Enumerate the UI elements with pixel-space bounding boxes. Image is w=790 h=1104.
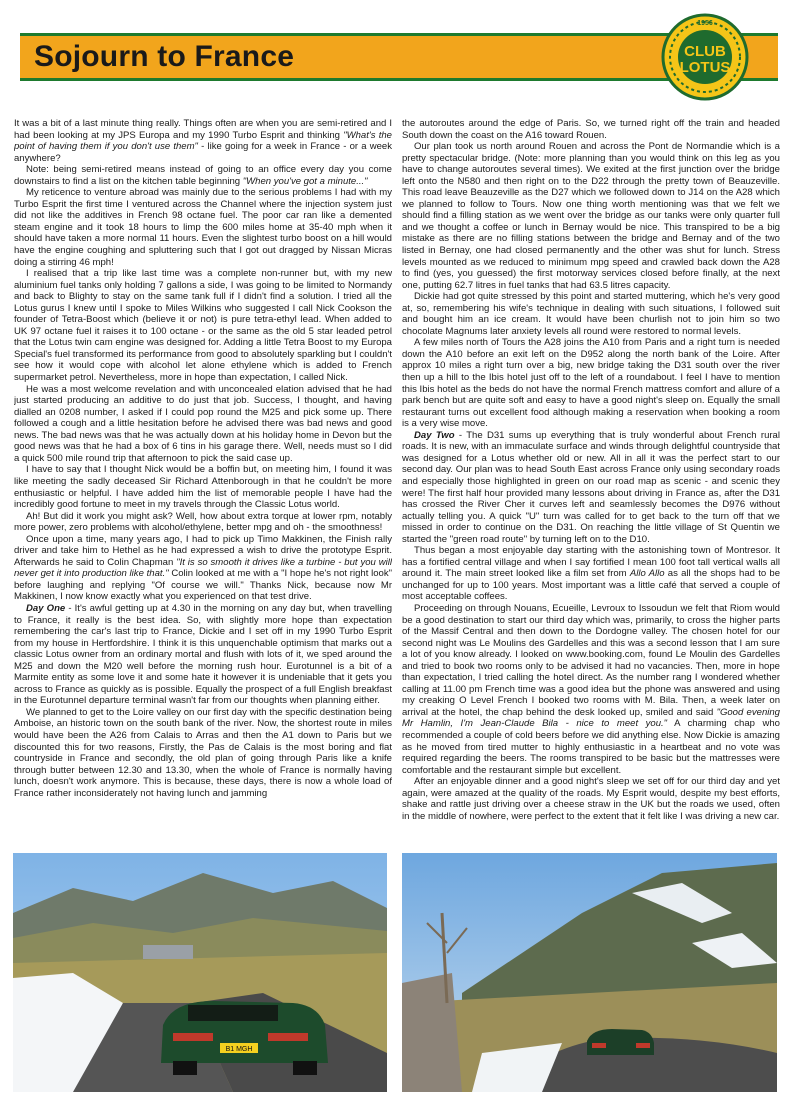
quote: "What's the point of having them if you don't use them" bbox=[14, 129, 392, 153]
article-paragraph: It was a bit of a last minute thing really. Things often are when you are semi-retired and I had been looking at my JPS Europa and my 1990 Turbo Esprit and thinking "What's the point of having them if you don't use them" - like going for a week in France - or a week anywhere? bbox=[14, 118, 392, 164]
article-paragraph: We planned to get to the Loire valley on our first day with the specific destination being Amboise, an historic town on the south bank of the river. Now, the shortest route in miles would have been the A26 from Calais to Arras and then the A1 down to Paris but we discounted this for two reasons, Firstly, the Pas de Calais is the most boring and flat countryside in France and secondly, the old plan of going through Paris like a knife through butter between 12.30 and 13.30, when the whole of France is normally having lunch, doesn't work anymore. This is because, these days, there is now a whole load of France rather inconsiderately not having lunch and jamming bbox=[14, 706, 392, 799]
article-paragraph: Our plan took us north around Rouen and across the Pont de Normandie which is a pretty spectacular bridge. (Note: more planning than you would think on this leg as you have to change autoroutes several times). We exited at the first junction over the bridge left onto the N580 and then right on to the D22 through the pretty town of Beauzeville. This road leave Beauzeville as the D27 which we followed down to J14 on the A28 which we planned to follow to Tours. Now one thing worth mentioning was that we felt we should find a filling station as we went over the bridge as our tanks were only quarter full and we thought a coffee or lunch in Bernay would be nice. This transpired to be a big mistake as there are no filling stations between the bridge and Bernay and of the two listed in Bernay, one had closed permanently and the other was shut for lunch. Stress levels mounted as we reduced to minimum mpg speed and crawled back down the A28 to find (yes, you guessed) the first motorway services closed before finally, at the next one, putting 62.7 litres in fuel tanks that had 63.5 litres capacity. bbox=[402, 141, 780, 291]
article-paragraph: the autoroutes around the edge of Paris. So, we turned right off the train and headed South down the coast on the A16 toward Rouen. bbox=[402, 118, 780, 141]
article-paragraph: Ah! But did it work you might ask? Well, how about extra torque at lower rpm, notably more power, zero problems with alcohol/ethylene, better mpg and oh - the smoothness! bbox=[14, 510, 392, 534]
logo-word-club: CLUB bbox=[684, 43, 726, 60]
article-paragraph: After an enjoyable dinner and a good night's sleep we set off for our third day and yet again, were amazed at the quality of the roads. My Esprit would, despite my best efforts, shake and rattle just driving over a cheese straw in the UK but the roads we used, often in the middle of nowhere, were perfect to the extent that it felt like I was driving a new car. bbox=[402, 776, 780, 822]
article-paragraph: Once upon a time, many years ago, I had to pick up Timo Makkinen, the Finish rally driver and take him to Hethel as he had expressed a wish to drive the prototype Esprit. Afterwards he said to Colin Chapman "It is so smooth it drives like a turbine - but you will never get it into production like that." Colin looked at me with a "I hope he's not right look" before laughing and replying "Of course we will." Thanks Nick, because now Mr Makkinen, I now know exactly what you experienced on that test drive. bbox=[14, 533, 392, 603]
page-title: Sojourn to France bbox=[34, 40, 295, 73]
quote: "Good evening Mr Hamlin, I'm Jean-Claude Bila - nice to meet you." bbox=[402, 706, 780, 730]
article-paragraph: Thus began a most enjoyable day starting with the astonishing town of Montresor. It has a fortified central village and when I say fortified I mean 100 foot tall vertical walls all around it. The main street looked like a film set from Allo Allo as all the shops had to be unchanged for up to 100 years. Most important was a little café that served a couple of most acceptable coffees. bbox=[402, 545, 780, 603]
article-paragraph: Dickie had got quite stressed by this point and started muttering, which he's very good at, so, remembering his wife's technique in dealing with such situations, I followed suit and bought him an ice cream. It would have been churlish not to join him so two chocolate Magnums later anxiety levels all round were restored to normal levels. bbox=[402, 291, 780, 337]
quote: "It is so smooth it drives like a turbine - but you will never get it into production like that." bbox=[14, 556, 392, 580]
article-paragraph: A few miles north of Tours the A28 joins the A10 from Paris and a right turn is needed down the A10 before an exit left on the D952 along the north bank of the Loire. After approx 10 miles a right turn over a big, new bridge taking the D31 south over the river then up a hill to the Ibis hotel just off to the left of a roundabout. I feel I have to mention this Ibis hotel as the beds do not have the normal French mattress comfort and allure of a park bench but are quite soft and easy to have a good night's sleep on. Equally the small restaurant turns out excellent food although making a reservation when booking a room is a very wise move. bbox=[402, 337, 780, 430]
article-paragraph: Note: being semi-retired means instead of going to an office every day you come downstairs to find a list on the kitchen table beginning "When you've got a minute..." bbox=[14, 164, 392, 187]
day-heading: Day Two bbox=[414, 429, 455, 441]
article-column-left bbox=[14, 118, 392, 838]
day-heading: Day One bbox=[26, 602, 66, 614]
article-paragraph: I realised that a trip like last time was a complete non-runner but, with my new aluminium fuel tanks only holding 7 gallons a side, I was going to be limited to Normandy and back to Blighty to stay on the same tank full if I didn't find a solution. I tried all the Lotus gurus I knew until I spoke to Miles Wilkins who suggested I call Nick Cookson the founder of Tetra-Boost which (believe it or not) is pure tetra-ethyl lead. When added to UK 97 octane fuel it raises it to 100 octane - or the same as the old 5 star leaded petrol that the Lotus twin cam engine was designed for. Adding a little Tetra Boost to my Europa Special's fuel transformed its performance from good to absolutely sparkling but I couldn't see how it would cope with alcohol let alone ethylene which is added to French supermarket petrol. Nevertheless, more in hope than expectation, I called Nick. bbox=[14, 268, 392, 384]
license-plate: B1 MGH bbox=[225, 1046, 253, 1053]
article-paragraph: Proceeding on through Nouans, Ecueille, Levroux to Issoudun we felt that Riom would be a good destination to start our third day which was, primarily, to cross the higher parts of the Massif Central and then down to the Dordogne valley. The chosen hotel for our second night was Le Moulins des Gardelles and this was a second lesson that I am sure a lot of you know already. I looked on www.booking.com, found Le Moulin des Gardelles and tried to book two rooms only to be advised it had no vacancies. Then, more in hope than expectation, I tried calling the hotel direct. As the number rang I wondered whether calling at 11.00 pm French time was a good idea but the phone was answered and using my creaking O Level French I booked two rooms with M. Bila. Then, a week later on arrival at the hotel, the chap behind the desk looked up, smiled and said "Good evening Mr Hamlin, I'm Jean-Claude Bila - nice to meet you." A charming chap who recommended a couple of cold beers before we did anything else. Now Dickie is amazing as he moved from tired mutter to highly enthusiastic in a heartbeat and no vote was required regarding the beers. The rooms transpired to be basic but the mattresses were comfortable and the restaurant simple but excellent. bbox=[402, 602, 780, 776]
article-paragraph: Day One - It's awful getting up at 4.30 in the morning on any day but, when travelling to France, it really is the best idea. So, with slightly more hope than expectation remembering the car's last trip to France, Dickie and I set off in my 1990 Turbo Esprit from my house in Hertfordshire. I think it is this unquenchable optimism that marks out a classic Lotus owner from an ordinary mortal and flush with lots of it, we sped around the M25 and down the M20 well before the morning rush hour. Eurotunnel is a bit of a Marmite entity as some love it and some hate it however it is undeniable that it gets you across to France as quickly as is possible. Equally the prospect of a full English breakfast in the Eurotunnel departure terminal wasn't far from our thoughts when planning either. bbox=[14, 602, 392, 707]
quote: "When you've got a minute..." bbox=[242, 175, 368, 187]
logo-word-lotus: LOTUS bbox=[679, 59, 731, 76]
article-paragraph: My reticence to venture abroad was mainly due to the serious problems I had with my Turbo Esprit the first time I ventured across the Channel where the injection system just did not like the additives in French 98 octane fuel. The poor car ran like a demented steam engine and it took 18 hours to limp the 600 miles home at 35-40 mph when it should have taken a more normal 11 hours. Even the slightest turbo boost on a hill would have the engine coughing and spluttering such that I got out dragged by Nissan Micras doing a stirring 46 mph! bbox=[14, 187, 392, 268]
photo-winding-descent bbox=[402, 853, 777, 1092]
article-paragraph: He was a most welcome revelation and with unconcealed elation advised that he had just started producing an additive to do just that job. Success, I thought, and having dialled an 0208 number, I asked if I could pop round the M25 and pick some up. There followed a cough and a little hesitation before he advised there was bad news and good news. The bad news was that he was actually down at his holiday home in Devon but the good news was that he had a box of 6 tins in his garage there. Well, needs must so I did a quick 500 mile round trip that afternoon to pick the said case up. bbox=[14, 383, 392, 464]
quote: Allo Allo bbox=[629, 568, 665, 580]
club-lotus-logo bbox=[660, 12, 750, 102]
logo-year: 1956 bbox=[697, 20, 713, 27]
article-column-right bbox=[402, 118, 780, 838]
article-paragraph: I have to say that I thought Nick would be a boffin but, on meeting him, I found it was like meeting the sadly deceased Sir Richard Attenborough in that he couldn't be more enthusiastic or helpful. I have added him the list of memorable people I have had the incredibly good fortune to meet in my travels through the Classic Lotus world. bbox=[14, 464, 392, 511]
photo-esprit-mountain-road bbox=[13, 853, 387, 1092]
article-paragraph: Day Two - The D31 sums up everything that is truly wonderful about French rural roads. It is new, with an immaculate surface and winds through delightful countryside that was designed for a Lotus whether old or new. All in all it was the perfect start to our second day. Our plan was to head South East across France only using secondary roads and especially those highlighted in green on our road map as scenic - and scenic they were! The first half hour provided many lessons about driving in France as, after the D31 has crossed the River Cher it curves left and seamlessly becomes the D976 without actually telling you. A quick "U" turn was called for to get back to the turn off that we missed in order to continue on the D31. On reaching the little village of St Quentin we started the "green road route" by turning left on to the D10. bbox=[402, 429, 780, 545]
